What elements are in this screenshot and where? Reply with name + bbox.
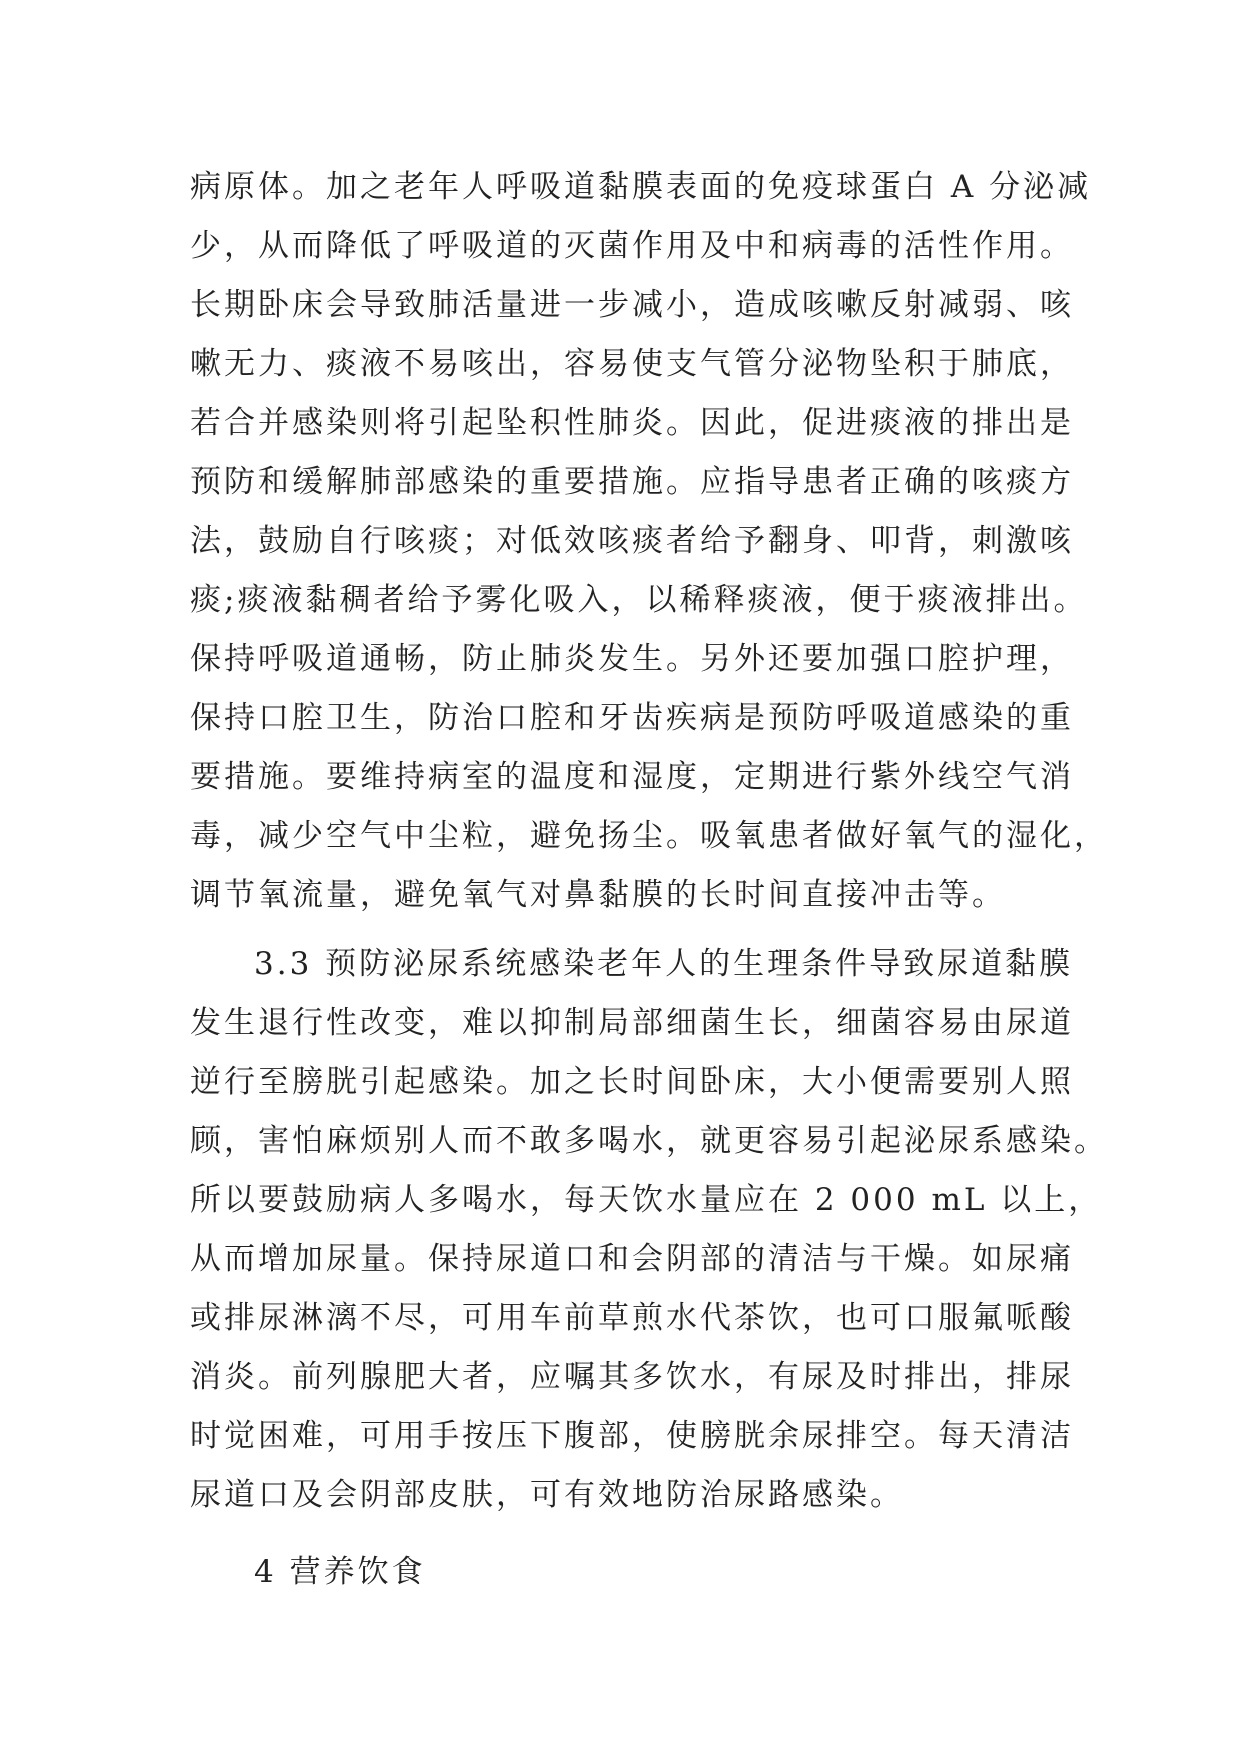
text-line: 痰;痰液黏稠者给予雾化吸入，以稀释痰液，便于痰液排出。 xyxy=(190,582,1088,618)
text-line: 从而增加尿量。保持尿道口和会阴部的清洁与干燥。如尿痛 xyxy=(190,1241,1074,1277)
text-line: 长期卧床会导致肺活量进一步减小，造成咳嗽反射减弱、咳 xyxy=(190,287,1074,323)
text-line: 调节氧流量，避免氧气对鼻黏膜的长时间直接冲击等。 xyxy=(190,877,1006,913)
text-line: 所以要鼓励病人多喝水，每天饮水量应在 2 000 mL 以上， xyxy=(190,1182,1103,1218)
paragraph-respiratory-infection xyxy=(190,158,1108,925)
text-line: 逆行至膀胱引起感染。加之长时间卧床，大小便需要别人照 xyxy=(190,1064,1074,1100)
text-line: 或排尿淋漓不尽，可用车前草煎水代茶饮，也可口服氟哌酸 xyxy=(190,1300,1074,1336)
text-line: 若合并感染则将引起坠积性肺炎。因此，促进痰液的排出是 xyxy=(190,405,1074,441)
document-body xyxy=(190,158,1108,1602)
text-line: 尿道口及会阴部皮肤，可有效地防治尿路感染。 xyxy=(190,1477,904,1513)
paragraph-urinary-infection xyxy=(190,935,1108,1525)
text-line: 法，鼓励自行咳痰；对低效咳痰者给予翻身、叩背，刺激咳 xyxy=(190,523,1074,559)
text-line: 病原体。加之老年人呼吸道黏膜表面的免疫球蛋白 A 分泌减 xyxy=(190,169,1092,205)
text-line: 嗽无力、痰液不易咳出，容易使支气管分泌物坠积于肺底， xyxy=(190,346,1074,382)
text-line: 少，从而降低了呼吸道的灭菌作用及中和病毒的活性作用。 xyxy=(190,228,1074,264)
text-line: 毒，减少空气中尘粒，避免扬尘。吸氧患者做好氧气的湿化， xyxy=(190,818,1108,854)
text-line: 顾，害怕麻烦别人而不敢多喝水，就更容易引起泌尿系感染。 xyxy=(190,1123,1108,1159)
text-line: 发生退行性改变，难以抑制局部细菌生长，细菌容易由尿道 xyxy=(190,1005,1074,1041)
text-line: 消炎。前列腺肥大者，应嘱其多饮水，有尿及时排出，排尿 xyxy=(190,1359,1074,1395)
text-line: 保持口腔卫生，防治口腔和牙齿疾病是预防呼吸道感染的重 xyxy=(190,700,1074,736)
text-line: 保持呼吸道通畅，防止肺炎发生。另外还要加强口腔护理， xyxy=(190,641,1074,677)
text-line: 预防和缓解肺部感染的重要措施。应指导患者正确的咳痰方 xyxy=(190,464,1074,500)
section-heading-line: 3.3 预防泌尿系统感染老年人的生理条件导致尿道黏膜 xyxy=(254,946,1074,982)
text-line: 时觉困难，可用手按压下腹部，使膀胱余尿排空。每天清洁 xyxy=(190,1418,1074,1454)
text-line: 要措施。要维持病室的温度和湿度，定期进行紫外线空气消 xyxy=(190,759,1074,795)
section-heading-nutrition: 4 营养饮食 xyxy=(254,1554,426,1590)
